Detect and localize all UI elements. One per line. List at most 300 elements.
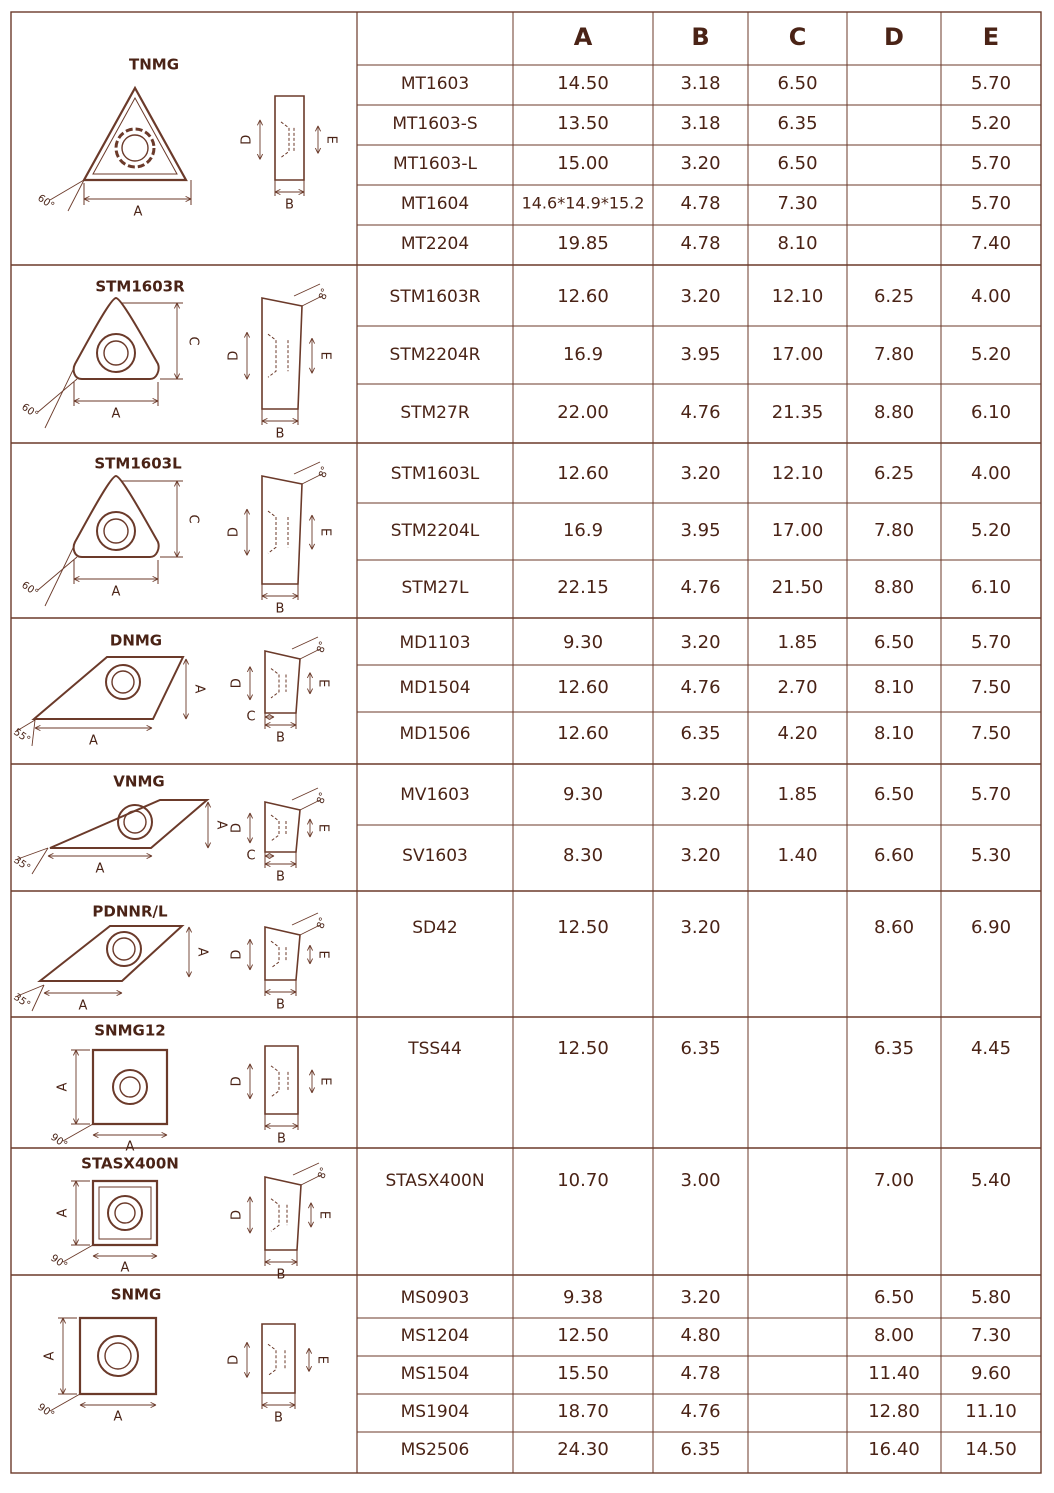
plan-view-drawing [11, 657, 206, 749]
hole-inner [105, 1343, 131, 1369]
value-a: 12.60 [557, 723, 609, 744]
dim-label-d: D [226, 1354, 242, 1365]
table-row [399, 632, 1011, 653]
angle-leader [63, 1245, 93, 1262]
insert-title: SNMG [110, 1285, 162, 1304]
part-code: MD1504 [399, 678, 471, 698]
value-c: 21.50 [771, 577, 824, 598]
dim-label-a: A [78, 998, 88, 1014]
part-code: MT1604 [400, 194, 470, 214]
relief-leader [294, 462, 320, 474]
side-profile-outline [262, 298, 302, 409]
value-b: 4.76 [680, 577, 721, 598]
side-view-drawing [240, 96, 339, 213]
dim-e [308, 1203, 313, 1227]
dim-a-height [183, 659, 188, 719]
value-d: 8.80 [873, 402, 915, 423]
dim-label-a: A [55, 1082, 71, 1092]
plan-view-drawing [48, 1050, 167, 1155]
dim-label-d: D [239, 134, 255, 145]
dim-label-a: A [125, 1139, 135, 1155]
column-header-b: B [691, 23, 710, 51]
clamp-hole-icon [113, 1070, 147, 1104]
value-b: 4.80 [680, 1325, 721, 1346]
group-pdnnr-l [11, 903, 1011, 1014]
relief-angle-label: 8° [315, 639, 330, 655]
part-code: SV1603 [402, 846, 468, 866]
dim-a [44, 990, 122, 995]
plan-view-drawing [19, 476, 200, 606]
relief-leader [292, 637, 318, 649]
clamp-hole-icon [107, 932, 141, 966]
dim-label-e: E [316, 1210, 332, 1220]
part-code: STM27L [401, 578, 469, 598]
table-row [401, 1439, 1017, 1460]
dim-label-b: B [276, 730, 285, 746]
value-b: 3.00 [680, 1170, 721, 1191]
value-c: 12.10 [771, 463, 824, 484]
dim-label-a: A [111, 406, 121, 422]
trigon-insert-outline [74, 476, 159, 557]
value-a: 12.60 [557, 677, 609, 698]
dim-label-e: E [317, 351, 333, 360]
hole-section-dashed [271, 941, 279, 968]
dim-a [93, 1253, 157, 1258]
value-e: 4.00 [970, 286, 1012, 307]
dim-e [309, 515, 314, 549]
table-row [385, 1170, 1011, 1191]
dim-label-a: A [194, 947, 210, 957]
value-e: 5.80 [970, 1287, 1012, 1308]
angle-label: 60° [19, 579, 41, 600]
value-c: 2.70 [777, 677, 818, 698]
dim-label-a: A [133, 204, 143, 220]
dim-a-height [205, 802, 210, 848]
column-header-c: C [788, 23, 807, 51]
table-row [402, 577, 1012, 598]
value-e: 7.40 [970, 233, 1012, 254]
value-a: 14.6*14.9*15.2 [521, 193, 645, 213]
table-row [401, 193, 1011, 214]
angle-label: 90° [35, 1401, 57, 1422]
value-b: 3.20 [680, 463, 721, 484]
value-b: 6.35 [680, 723, 721, 744]
group-vnmg [11, 773, 1041, 885]
part-code: MT2204 [400, 234, 470, 254]
value-a: 13.50 [557, 113, 609, 134]
value-a: 15.00 [557, 153, 609, 174]
side-view-drawing [227, 462, 333, 617]
group-stm1603r [19, 278, 1041, 442]
value-d: 7.80 [873, 344, 915, 365]
value-b: 3.20 [680, 153, 721, 174]
insert-title: STM1603L [94, 454, 182, 473]
part-code: MV1603 [400, 785, 470, 805]
table-row [401, 1401, 1017, 1422]
dim-d [247, 813, 252, 843]
clamp-hole-icon [106, 665, 140, 699]
dim-c [265, 714, 274, 719]
dim-d [247, 667, 252, 700]
value-c: 21.35 [771, 402, 824, 423]
angle-leader [50, 1394, 80, 1411]
value-a: 22.00 [557, 402, 609, 423]
part-code: SD42 [412, 918, 458, 938]
value-b: 3.18 [680, 113, 721, 134]
square-chip-breaker [99, 1187, 151, 1239]
dim-a [35, 725, 152, 730]
side-profile-outline [265, 1046, 298, 1114]
value-b: 4.76 [680, 402, 721, 423]
value-a: 12.50 [557, 1325, 609, 1346]
value-b: 3.95 [680, 344, 721, 365]
part-code: MS1504 [400, 1364, 470, 1384]
diamond-insert-outline [34, 657, 183, 719]
hole-section-dashed [271, 1199, 279, 1231]
value-d: 8.10 [873, 723, 915, 744]
dim-label-e: E [314, 1355, 330, 1364]
dim-a-height [73, 1181, 78, 1245]
dim-label-a: A [113, 1409, 123, 1425]
plan-view-drawing [11, 926, 209, 1014]
value-d: 6.50 [873, 632, 915, 653]
value-a: 16.9 [562, 344, 604, 365]
table-row [391, 463, 1011, 484]
dim-a [93, 1132, 167, 1137]
value-e: 5.70 [970, 73, 1012, 94]
value-a: 12.50 [557, 917, 609, 938]
value-d: 7.80 [873, 520, 915, 541]
hole-inner [104, 519, 128, 543]
side-view-drawing [230, 1163, 332, 1283]
clamp-hole-icon [108, 1196, 142, 1230]
table-row [412, 917, 1011, 938]
plan-view-drawing [11, 800, 228, 877]
value-a: 14.50 [557, 73, 609, 94]
dim-label-b: B [277, 1131, 286, 1147]
dim-label-e: E [317, 528, 333, 537]
value-a: 10.70 [557, 1170, 609, 1191]
hole-section-dashed [271, 669, 279, 698]
value-c: 6.50 [777, 73, 818, 94]
side-profile-outline [265, 1177, 301, 1250]
relief-leader [294, 284, 320, 296]
dim-d [257, 120, 262, 160]
part-code: MT1603 [400, 74, 470, 94]
value-b: 3.20 [680, 845, 721, 866]
side-profile-outline [262, 1324, 295, 1393]
value-d: 8.10 [873, 677, 915, 698]
value-e: 5.20 [970, 520, 1012, 541]
dim-label-b: B [274, 1410, 283, 1426]
triangle-insert-outline [84, 88, 186, 180]
group-snmg [35, 1286, 1041, 1461]
value-b: 3.18 [680, 73, 721, 94]
value-d: 6.50 [873, 1287, 915, 1308]
dim-label-a: A [191, 684, 207, 694]
dim-e [306, 1348, 311, 1371]
group-stasx400n [48, 1155, 1011, 1283]
angle-label: 60° [35, 192, 57, 213]
relief-leader [293, 1163, 319, 1175]
table-row [401, 1325, 1011, 1346]
dim-label-a: A [89, 733, 98, 749]
dim-d [244, 1342, 249, 1377]
value-e: 7.50 [970, 677, 1012, 698]
hole-section-dashed [268, 1344, 276, 1375]
plan-view-drawing [48, 1181, 157, 1276]
dim-e [309, 338, 314, 373]
value-a: 9.30 [562, 632, 604, 653]
table-row [399, 677, 1011, 698]
insert-title: VNMG [113, 772, 165, 791]
square-insert-outline [80, 1318, 156, 1394]
dim-label-a: A [42, 1351, 58, 1361]
value-d: 8.60 [873, 917, 915, 938]
clamp-hole-icon [97, 512, 135, 550]
trigon-insert-outline [74, 298, 159, 379]
value-b: 6.35 [680, 1038, 721, 1059]
dim-e [309, 1070, 314, 1093]
table-row [401, 1287, 1011, 1308]
dim-e [315, 126, 320, 154]
dim-label-d: D [229, 1209, 245, 1220]
angle-label: 35° [11, 854, 33, 875]
angle-label: 35° [11, 991, 33, 1012]
value-e: 5.30 [970, 845, 1012, 866]
relief-leader [292, 788, 318, 800]
dim-c [174, 303, 179, 379]
dim-label-a: A [55, 1208, 71, 1218]
dim-label-c: C [246, 709, 256, 725]
dim-b [262, 418, 298, 423]
hole-inner [112, 671, 134, 693]
plan-view-drawing [35, 88, 191, 220]
value-b: 3.95 [680, 520, 721, 541]
dim-a-height [73, 1050, 78, 1124]
value-a: 12.50 [557, 1038, 609, 1059]
group-stm1603l [19, 455, 1041, 617]
value-c: 1.40 [777, 845, 818, 866]
dim-label-e: E [315, 823, 331, 833]
value-d: 8.80 [873, 577, 915, 598]
value-a: 22.15 [557, 577, 609, 598]
dim-label-e: E [315, 679, 331, 688]
value-c: 6.35 [777, 113, 818, 134]
dim-a [74, 576, 158, 581]
dim-label-c: C [185, 514, 201, 524]
angle-label: 60° [19, 401, 41, 422]
insert-title: TNMG [128, 55, 180, 74]
value-b: 6.35 [680, 1439, 721, 1460]
part-code: STM2204R [389, 345, 481, 365]
part-code: STASX400N [385, 1171, 485, 1191]
dim-e [307, 673, 312, 694]
part-code: MS2506 [400, 1440, 470, 1460]
dim-a [84, 196, 191, 201]
value-e: 5.70 [970, 784, 1012, 805]
value-b: 3.20 [680, 1287, 721, 1308]
dim-a [80, 1402, 156, 1407]
table-row [401, 233, 1011, 254]
table-row [402, 845, 1011, 866]
dim-label-b: B [285, 197, 294, 213]
value-b: 3.20 [680, 286, 721, 307]
dim-d [244, 509, 249, 555]
group-tnmg [35, 56, 1041, 255]
dim-label-d: D [226, 350, 242, 361]
angle-leader [45, 370, 73, 428]
dim-b [275, 189, 304, 194]
angle-leader [32, 848, 48, 874]
value-b: 3.20 [680, 784, 721, 805]
part-code: MD1506 [399, 724, 471, 744]
side-view-drawing [230, 788, 331, 885]
value-b: 3.20 [680, 917, 721, 938]
value-c: 6.50 [777, 153, 818, 174]
group-snmg12 [48, 1022, 1011, 1155]
insert-title: SNMG12 [94, 1021, 166, 1040]
value-c: 12.10 [771, 286, 824, 307]
side-profile-outline [265, 802, 300, 852]
plan-view-drawing [19, 298, 200, 428]
dim-label-d: D [226, 527, 242, 538]
part-code: MS1204 [400, 1326, 470, 1346]
relief-angle-label: 8° [315, 915, 330, 931]
value-d: 6.35 [873, 1038, 915, 1059]
dim-label-d: D [229, 678, 245, 689]
value-e: 5.40 [970, 1170, 1012, 1191]
value-d: 11.40 [868, 1363, 920, 1384]
angle-leader [38, 379, 77, 412]
dim-a [48, 853, 152, 858]
value-d: 12.80 [868, 1401, 920, 1422]
angle-leader [38, 557, 77, 590]
clamp-hole-icon [97, 334, 135, 372]
value-b: 4.78 [680, 1363, 721, 1384]
hole-section-dashed [268, 511, 276, 553]
side-view-drawing [227, 284, 333, 442]
triangle-inner-edge [93, 98, 177, 174]
side-view-drawing [230, 1046, 333, 1147]
dim-b [265, 1123, 298, 1128]
value-d: 6.50 [873, 784, 915, 805]
part-code: STM1603R [389, 287, 481, 307]
value-c: 8.10 [777, 233, 818, 254]
value-e: 5.20 [970, 344, 1012, 365]
dim-label-b: B [275, 601, 285, 617]
value-e: 4.00 [970, 463, 1012, 484]
value-b: 4.76 [680, 1401, 721, 1422]
value-a: 12.60 [557, 286, 609, 307]
dim-c [174, 481, 179, 557]
angle-leader [32, 720, 35, 746]
table-row [401, 73, 1011, 94]
dim-b [262, 1402, 295, 1407]
dim-label-a: A [111, 584, 121, 600]
dim-b [265, 861, 296, 866]
dim-label-d: D [229, 1076, 245, 1087]
side-view-drawing [230, 913, 331, 1013]
value-e: 5.70 [970, 193, 1012, 214]
angle-label: 90° [48, 1131, 70, 1152]
dim-b [265, 722, 296, 727]
insert-groups [11, 56, 1041, 1461]
value-a: 9.38 [562, 1287, 604, 1308]
dim-label-d: D [229, 949, 245, 960]
table-row [407, 1038, 1011, 1059]
value-e: 6.10 [970, 577, 1012, 598]
part-code: STM1603L [390, 464, 480, 484]
value-b: 4.78 [680, 193, 721, 214]
dim-b [265, 989, 296, 994]
value-b: 3.20 [680, 632, 721, 653]
value-e: 5.70 [970, 632, 1012, 653]
hole-inner [113, 938, 135, 960]
value-c: 1.85 [777, 632, 818, 653]
dim-label-a: A [120, 1260, 130, 1276]
dim-e [307, 819, 312, 837]
plan-view-drawing [35, 1318, 156, 1425]
value-a: 9.30 [562, 784, 604, 805]
table-row [400, 402, 1011, 423]
side-profile-outline [265, 927, 300, 980]
side-view-drawing [230, 637, 331, 746]
part-code: MT1603-L [393, 154, 477, 174]
insert-title: STASX400N [81, 1154, 179, 1173]
value-e: 6.90 [970, 917, 1012, 938]
value-e: 7.30 [970, 1325, 1012, 1346]
dim-label-c: C [185, 336, 201, 346]
relief-angle-label: 8° [316, 1165, 331, 1181]
dim-label-b: B [276, 997, 285, 1013]
value-d: 6.25 [873, 463, 915, 484]
value-b: 4.76 [680, 677, 721, 698]
relief-angle-label: 8° [315, 790, 330, 806]
table-row [399, 723, 1011, 744]
table-row [400, 784, 1011, 805]
part-code: MD1103 [399, 633, 471, 653]
dim-a-height [60, 1318, 65, 1394]
dim-label-d: D [229, 822, 245, 834]
value-c: 7.30 [777, 193, 818, 214]
value-d: 16.40 [868, 1439, 920, 1460]
table-row [401, 1363, 1011, 1384]
dim-label-e: E [315, 950, 331, 959]
square-insert-outline [93, 1181, 157, 1245]
dim-b [262, 593, 298, 598]
hole-inner [104, 341, 128, 365]
dim-label-b: B [275, 426, 285, 442]
dim-d [247, 1064, 252, 1099]
value-c: 1.85 [777, 784, 818, 805]
table-row [390, 344, 1012, 365]
dim-label-e: E [323, 135, 339, 144]
value-a: 15.50 [557, 1363, 609, 1384]
column-header-a: A [573, 23, 593, 51]
table-row [392, 113, 1011, 134]
insert-title: PDNNR/L [92, 902, 168, 921]
side-profile-outline [262, 476, 302, 584]
table-row [391, 520, 1011, 541]
column-header-d: D [884, 23, 904, 51]
value-a: 18.70 [557, 1401, 609, 1422]
value-e: 5.20 [970, 113, 1012, 134]
dim-a [74, 398, 158, 403]
dim-label-b: B [276, 1267, 286, 1283]
dim-label-c: C [246, 848, 256, 864]
insert-title: DNMG [109, 631, 163, 650]
